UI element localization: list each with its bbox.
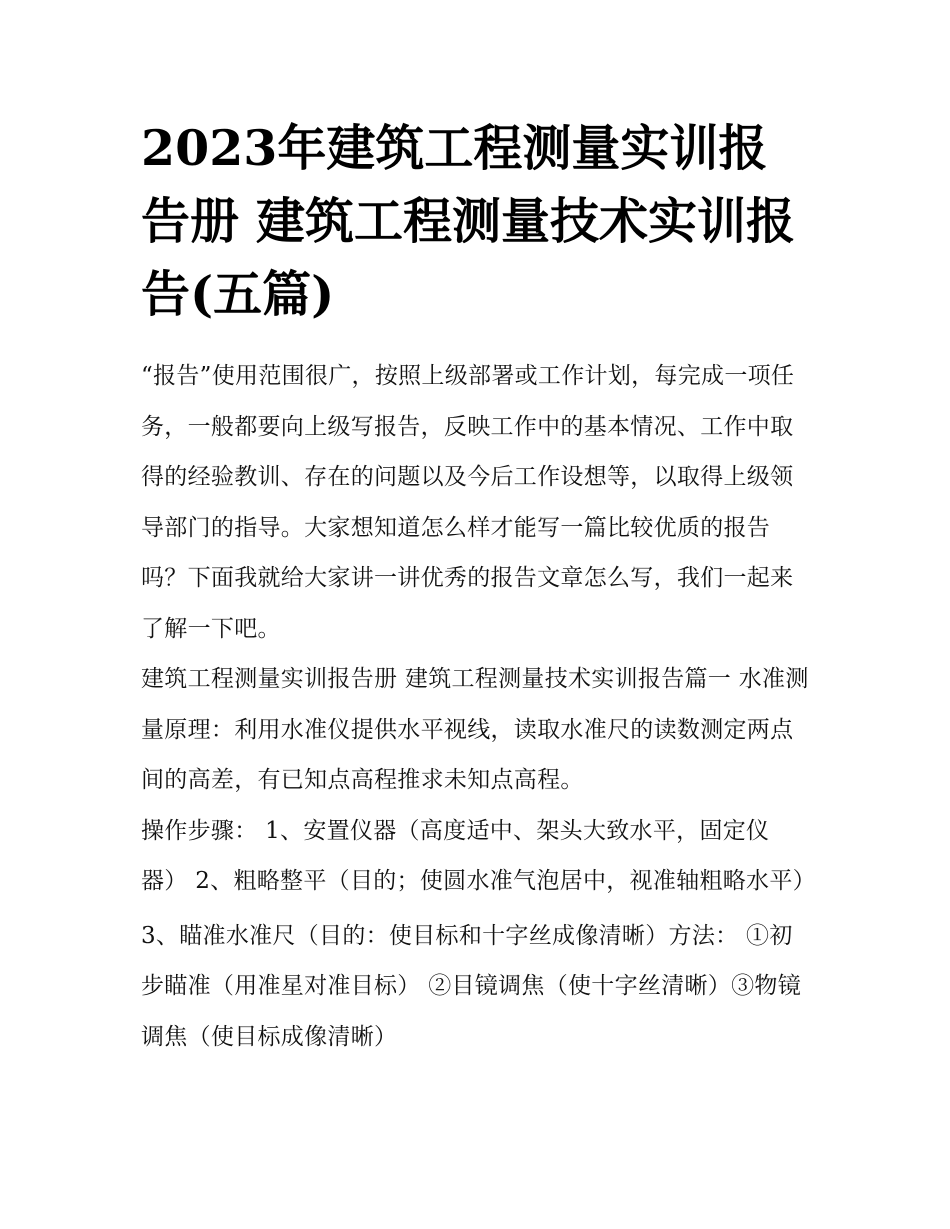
aiming-paragraph: 3、瞄准水准尺（目的：使目标和十字丝成像清晰）方法： ①初步瞄准（用准星对准目标） ②目镜调焦（使十字丝清晰）③物镜调焦（使目标成像清晰） bbox=[141, 922, 802, 1050]
section-one-paragraph: 建筑工程测量实训报告册 建筑工程测量技术实训报告篇一 水准测量原理：利用水准仪提供水平视线，读取水准尺的读数测定两点间的高差，有已知点高程推求未知点高程。 bbox=[141, 666, 809, 793]
intro-paragraph: “报告”使用范围很广，按照上级部署或工作计划，每完成一项任务，一般都要向上级写报告，反映工作中的基本情况、工作中取得的经验教训、存在的问题以及今后工作设想等，以取得上级领导部门的指导。大家想知道怎么样才能写一篇比较优质的报告吗？下面我就给大家讲一讲优秀的报告文章怎么写，我们一起来了解一下吧。 bbox=[141, 363, 795, 642]
document-title: 2023年建筑工程测量实训报告册 建筑工程测量技术实训报告(五篇) bbox=[141, 119, 796, 323]
steps-paragraph: 操作步骤： 1、安置仪器（高度适中、架头大致水平，固定仪器） 2、粗略整平（目的；使圆水准气泡居中，视准轴粗略水平） bbox=[141, 817, 816, 894]
document-page bbox=[141, 112, 816, 1062]
